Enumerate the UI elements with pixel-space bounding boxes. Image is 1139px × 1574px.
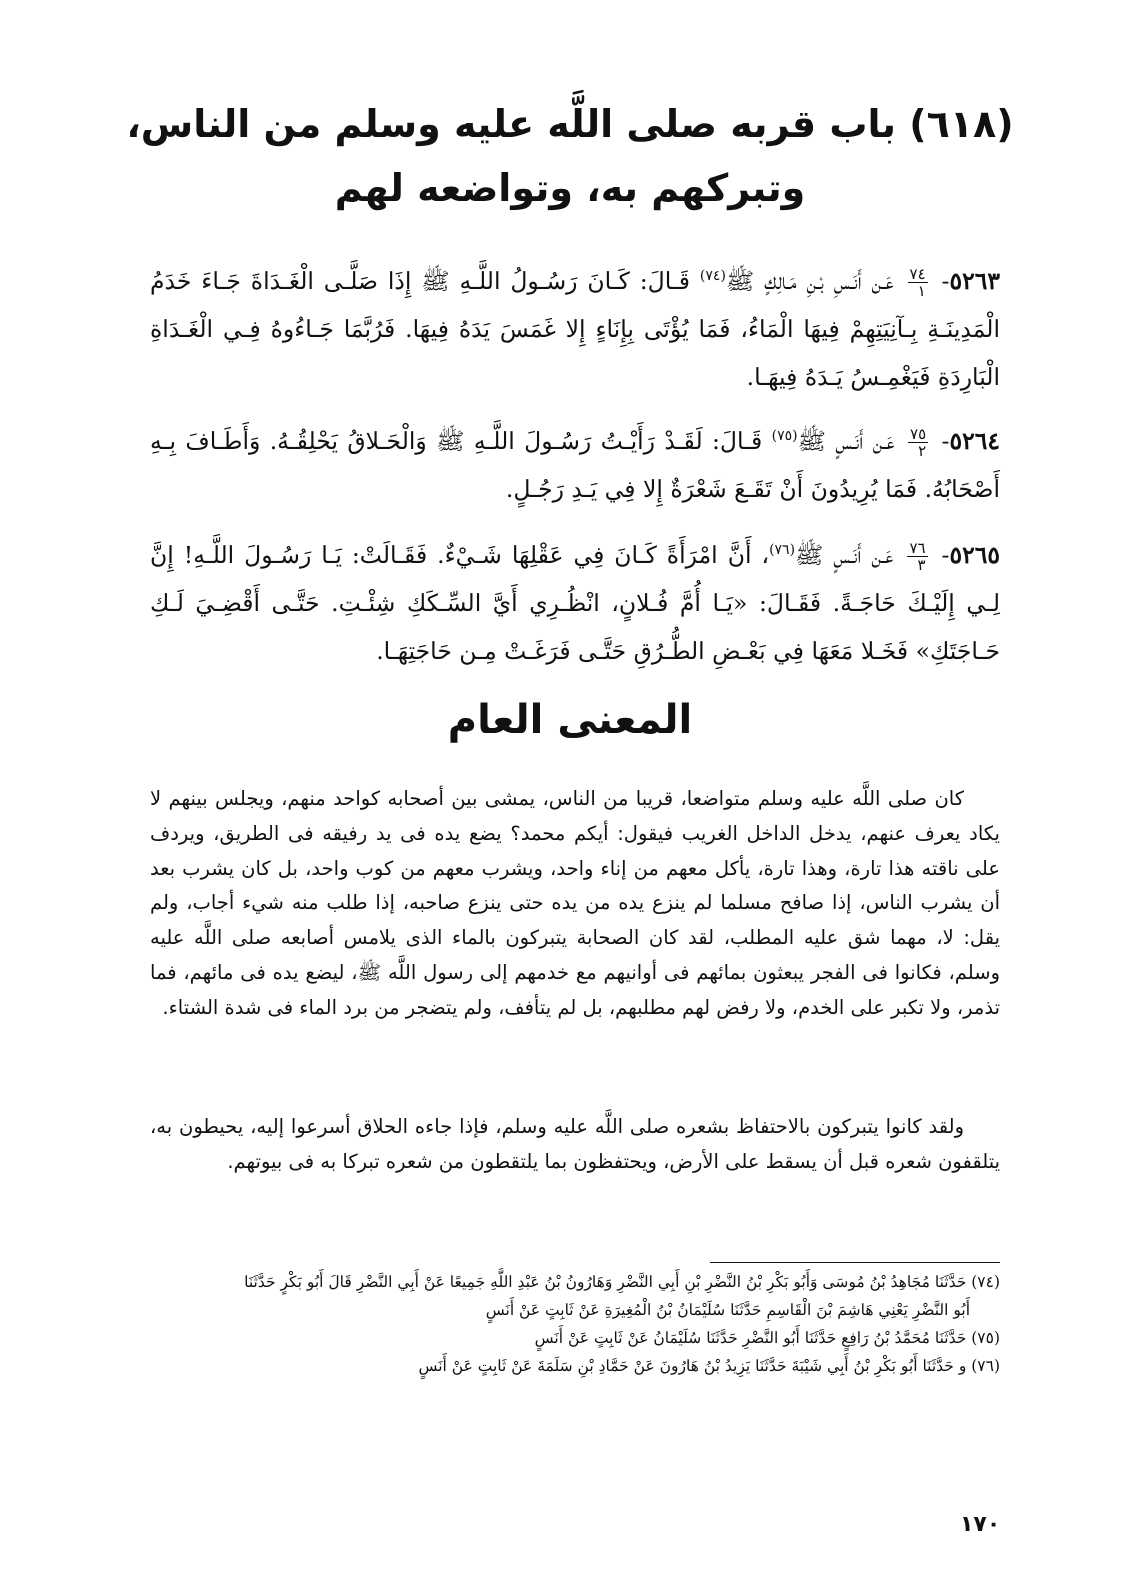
fraction-numerator: ٧٦ bbox=[909, 538, 926, 557]
hadith-5265: ٥٢٦٥- $\frac{٧٦}{٣}$ عَـن أَنَـسٍ ﷺ$^{(٧٦)}$، أَنَّ امْرَأَةً كَـانَ فِي عَقْلِهَا شَـيْءٌ. فَقَـالَتْ: يَـا رَسُـولَ اللَّـهِ! إِنَّ لِـي إِلَيْـكَ حَاجَـةً. فَقَـالَ: «يَـا أُمَّ فُـلانٍ، انْظُـرِي أَيَّ السِّـكَكِ شِئْـتِ. حَتَّـى أَقْضِـيَ لَـكِ حَـاجَتَكِ» فَخَـلا مَعَهَا فِي بَعْـضِ الطُّـرُقِ حَتَّـى فَرَغَـتْ مِـن حَاجَتِهَـا. bbox=[150, 538, 1000, 665]
chapter-title-line-2: وتبركهم به، وتواضعه لهم bbox=[334, 166, 806, 210]
footnote-line: (٧٤) حَدَّثَنَا مُجَاهِدُ بْنُ مُوسَى وَأَبُو بَكْرِ بْنُ النَّضْرِ بْنِ أَبِي النَّضْرِ وَهَارُونُ بْنُ عَبْدِ اللَّهِ جَمِيعًا عَنْ أَبِي النَّضْرِ قَالَ أَبُو بَكْرٍ حَدَّثَنَا bbox=[244, 1273, 1000, 1291]
explanation-paragraph-2: ولقد كانوا يتبركون بالاحتفاظ بشعره صلى اللَّه عليه وسلم، فإذا جاءه الحلاق أسرعوا إليه، يحيطون به، يتلقفون شعره قبل أن يسقط على الأرض، ويحتفظون بما يلتقطون من شعره تبركا به فى بيوتهم. bbox=[150, 1115, 1000, 1173]
hadith-intro: عَـن أَنَـسِ بْـنِ مَـالِكٍ ﷺ bbox=[725, 266, 894, 295]
hadith-intro: عَـن أَنَـسٍ ﷺ bbox=[797, 426, 895, 455]
footnote-ref: (٧٦) bbox=[769, 542, 796, 558]
footnotes-list bbox=[130, 1268, 1000, 1380]
hadith-text: قَـالَ: كَـانَ رَسُـولُ اللَّـهِ ﷺ إِذَا صَلَّـى الْغَـدَاةَ جَـاءَ خَدَمُ الْمَدِينَـةِ بِـآنِيَتِهِمْ فِيهَا الْمَاءُ، فَمَا يُؤْتَى بِإِنَاءٍ إِلا غَمَسَ يَدَهُ فِيهَا. فَرُبَّمَا جَـاءُوهُ فِـي الْغَـدَاةِ الْبَارِدَةِ فَيَغْمِـسُ يَـدَهُ فِيهَـا. bbox=[150, 266, 1000, 391]
footnote-ref: (٧٥) bbox=[771, 428, 798, 444]
hadith-5264: ٥٢٦٤- $\frac{٧٥}{٢}$ عَـن أَنَـسٍ ﷺ$^{(٧٥)}$ قَـالَ: لَقَـدْ رَأَيْـتُ رَسُـولَ اللَّـهِ ﷺ وَالْحَـلاقُ يَحْلِقُـهُ. وَأَطَـافَ بِـهِ أَصْحَابُهُ. فَمَا يُرِيدُونَ أَنْ تَقَـعَ شَعْرَةٌ إِلا فِي يَـدِ رَجُـلٍ. bbox=[150, 424, 1000, 503]
hadith-number: ٥٢٦٣ bbox=[949, 266, 1000, 295]
explanation-paragraph-1: كان صلى اللَّه عليه وسلم متواضعا، قريبا من الناس، يمشى بين أصحابه كواحد منهم، ويجلس بينهم لا يكاد يعرف عنهم، يدخل الداخل الغريب فيقول: أيكم محمد؟ يضع يده فى يد رفيقه فى الطريق، ويردف على ناقته هذا تارة، وهذا تارة، يأكل معهم من إناء واحد، ويشرب معهم من كوب واحد، بل كان يشرب بعد أن يشرب الناس، إذا صافح مسلما لم ينزع يده من يده حتى ينزع صاحبه، إذا طلب منه شيء أجاب، ولم يقل: لا، مهما شق عليه المطلب، لقد كان الصحابة يتبركون بالماء الذى يلامس أصابعه صلى اللَّه عليه وسلم، فكانوا فى الفجر يبعثون بمائهم فى أوانيهم مع خدمهم إلى رسول اللَّه ﷺ، ليضع يده فى مائهم، فما تذمر، ولا تكبر على الخدم، ولا رفض لهم مطلبهم، بل لم يتأفف، ولم يتضجر من برد الماء فى شدة الشتاء. bbox=[150, 787, 1000, 1019]
hadith-fraction bbox=[908, 266, 928, 299]
footnote-line: (٧٦) و حَدَّثَنَا أَبُو بَكْرِ بْنُ أَبِي شَيْبَةَ حَدَّثَنَا يَزِيدُ بْنُ هَارُونَ عَنْ حَمَّادِ بْنِ سَلَمَةَ عَنْ ثَابِتٍ عَنْ أَنَسٍ bbox=[418, 1357, 1000, 1375]
hadith-text: ، أَنَّ امْرَأَةً كَـانَ فِي عَقْلِهَا شَـيْءٌ. فَقَـالَتْ: يَـا رَسُـولَ اللَّـهِ! إِنَّ لِـي إِلَيْـكَ حَاجَـةً. فَقَـالَ: «يَـا أُمَّ فُـلانٍ، انْظُـرِي أَيَّ السِّـكَكِ شِئْـتِ. حَتَّـى أَقْضِـيَ لَـكِ حَـاجَتَكِ» فَخَـلا مَعَهَا فِي بَعْـضِ الطُّـرُقِ حَتَّـى فَرَغَـتْ مِـن حَاجَتِهَـا. bbox=[150, 540, 1000, 665]
fraction-numerator: ٧٥ bbox=[910, 424, 927, 443]
hadith-number: ٥٢٦٥ bbox=[949, 540, 1000, 569]
footnote-74 bbox=[130, 1268, 1000, 1324]
section-title: المعنى العام bbox=[447, 697, 693, 743]
hadith-intro: عَـن أَنَـسٍ ﷺ bbox=[795, 540, 894, 569]
chapter-title bbox=[120, 92, 1020, 220]
hadith-text: قَـالَ: لَقَـدْ رَأَيْـتُ رَسُـولَ اللَّـهِ ﷺ وَالْحَـلاقُ يَحْلِقُـهُ. وَأَطَـافَ بِـهِ أَصْحَابُهُ. فَمَا يُرِيدُونَ أَنْ تَقَـعَ شَعْرَةٌ إِلا فِي يَـدِ رَجُـلٍ. bbox=[150, 426, 1000, 503]
fraction-denominator: ٣ bbox=[917, 555, 926, 574]
fraction-numerator: ٧٤ bbox=[909, 264, 926, 283]
hadith-number: ٥٢٦٤ bbox=[949, 426, 1000, 455]
footnote-ref: (٧٤) bbox=[699, 268, 726, 284]
footnote-75 bbox=[130, 1324, 1000, 1352]
hadith-fraction bbox=[908, 426, 928, 459]
footnote-line: (٧٥) حَدَّثَنَا مُحَمَّدُ بْنُ رَافِعٍ حَدَّثَنَا أَبُو النَّضْرِ حَدَّثَنَا سُلَيْمَانُ عَنْ ثَابِتٍ عَنْ أَنَسٍ bbox=[534, 1329, 1000, 1347]
footnote-divider bbox=[710, 1262, 1000, 1263]
chapter-title-line-1: (٦١٨) باب قربه صلى اللَّه عليه وسلم من الناس، bbox=[126, 102, 1014, 146]
hadith-5263: ٥٢٦٣- $\frac{٧٤}{١}$ عَـن أَنَـسِ بْـنِ مَـالِكٍ ﷺ$^{(٧٤)}$ قَـالَ: كَـانَ رَسُـولُ اللَّـهِ ﷺ إِذَا صَلَّـى الْغَـدَاةَ جَـاءَ خَدَمُ الْمَدِينَـةِ بِـآنِيَتِهِمْ فِيهَا الْمَاءُ، فَمَا يُؤْتَى بِإِنَاءٍ إِلا غَمَسَ يَدَهُ فِيهَا. فَرُبَّمَا جَـاءُوهُ فِـي الْغَـدَاةِ الْبَارِدَةِ فَيَغْمِـسُ يَـدَهُ فِيهَـا. bbox=[150, 264, 1000, 391]
hadith-fraction bbox=[907, 540, 927, 573]
footnote-76 bbox=[130, 1352, 1000, 1380]
footnote-continuation: أَبُو النَّضْرِ يَعْنِي هَاشِمَ بْنَ الْقَاسِمِ حَدَّثَنَا سُلَيْمَانُ بْنُ الْمُغِيرَةِ عَنْ ثَابِتٍ عَنْ أَنَسٍ bbox=[485, 1301, 970, 1319]
fraction-denominator: ٢ bbox=[918, 441, 927, 460]
fraction-denominator: ١ bbox=[917, 281, 926, 300]
page-number: ١٧٠ bbox=[960, 1512, 1001, 1537]
